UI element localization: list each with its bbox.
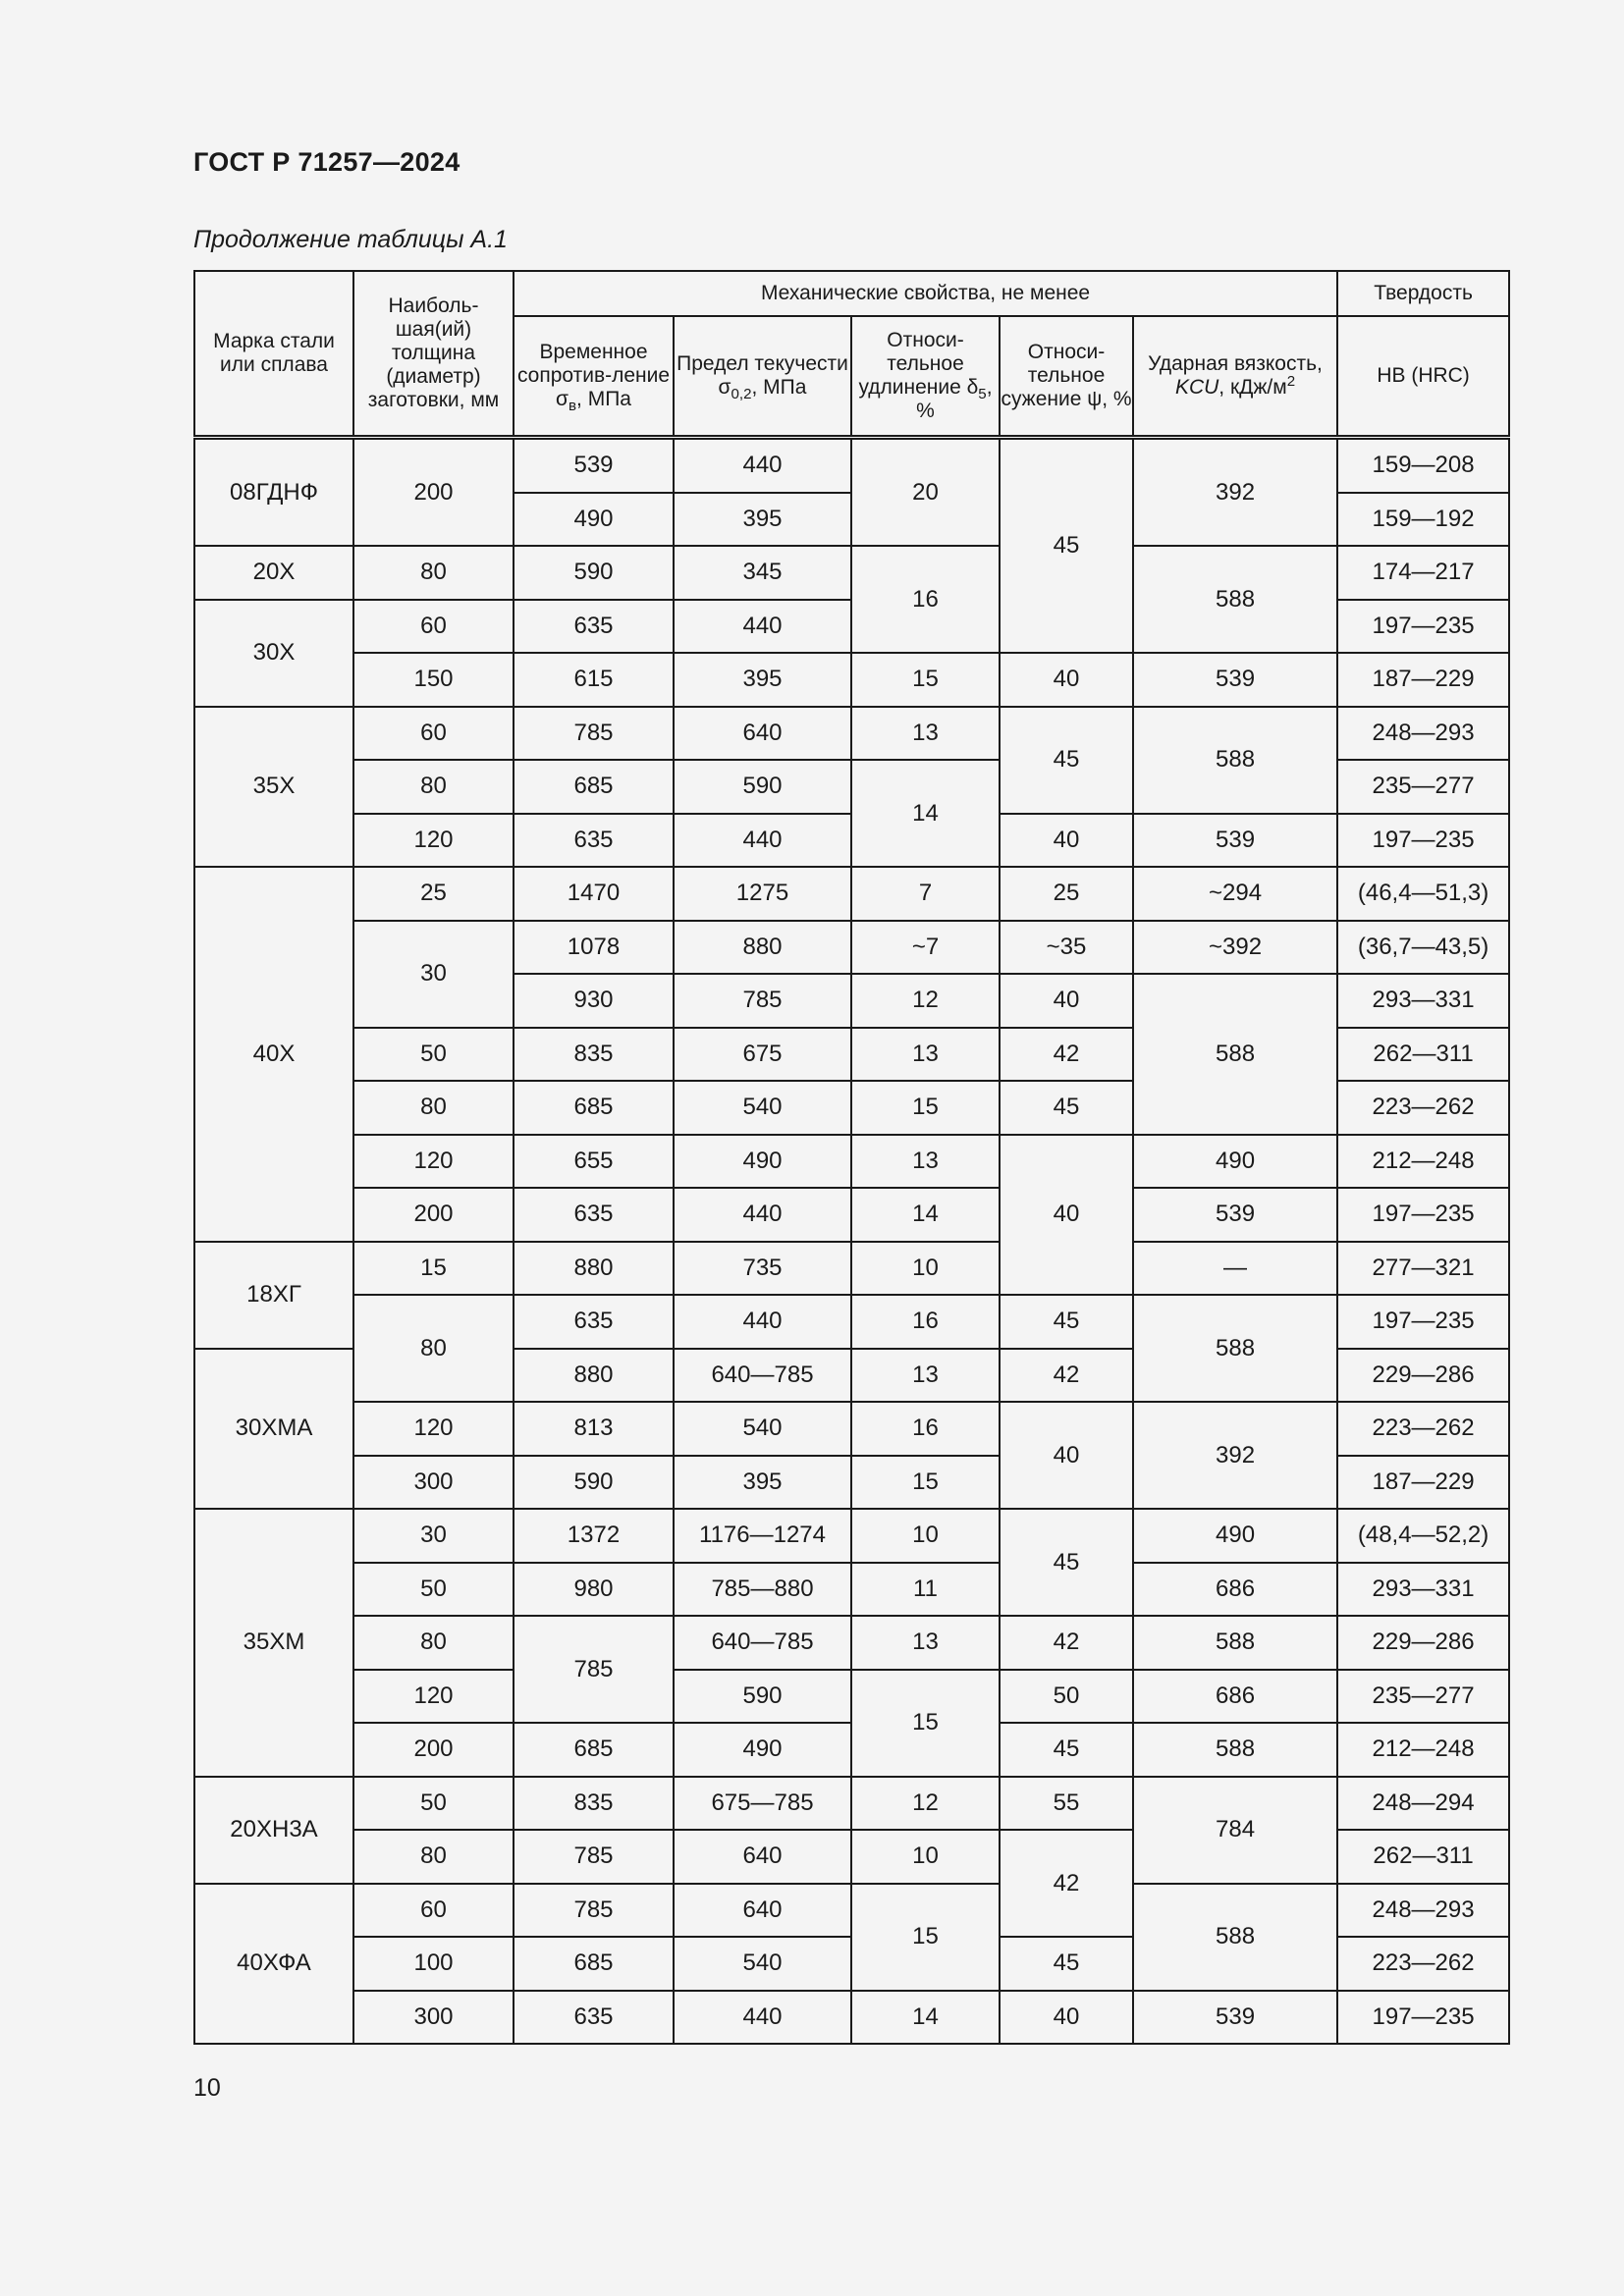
cell-tensile: 590 [514, 1456, 674, 1510]
table-row [194, 867, 1509, 921]
table-row [194, 438, 1509, 493]
cell-hardness: 248—293 [1337, 707, 1509, 761]
cell-yield: 590 [674, 760, 851, 814]
cell-impact: 588 [1133, 1723, 1337, 1777]
cell-impact: 539 [1133, 1188, 1337, 1242]
table-row [194, 1884, 1509, 1938]
cell-elongation: 14 [851, 760, 1000, 867]
cell-thickness: 80 [353, 1081, 514, 1135]
cell-yield: 440 [674, 438, 851, 493]
cell-reduction: 42 [1000, 1616, 1133, 1670]
cell-yield: 395 [674, 493, 851, 547]
cell-hardness: 248—293 [1337, 1884, 1509, 1938]
cell-yield: 640 [674, 1830, 851, 1884]
cell-hardness: 197—235 [1337, 600, 1509, 654]
cell-elongation: 13 [851, 707, 1000, 761]
cell-tensile: 880 [514, 1349, 674, 1403]
cell-elongation: 11 [851, 1563, 1000, 1617]
cell-grade: 08ГДНФ [194, 438, 353, 547]
cell-yield: 490 [674, 1723, 851, 1777]
cell-yield: 640—785 [674, 1616, 851, 1670]
document-title: ГОСТ Р 71257—2024 [193, 147, 460, 177]
cell-impact: 392 [1133, 1402, 1337, 1509]
cell-reduction: 45 [1000, 1937, 1133, 1991]
cell-tensile: 685 [514, 1723, 674, 1777]
cell-impact: 686 [1133, 1563, 1337, 1617]
cell-hardness: 229—286 [1337, 1616, 1509, 1670]
cell-yield: 590 [674, 1670, 851, 1724]
cell-reduction: 45 [1000, 707, 1133, 814]
cell-reduction: 50 [1000, 1670, 1133, 1724]
cell-reduction: 45 [1000, 1295, 1133, 1349]
cell-hardness: 293—331 [1337, 974, 1509, 1028]
cell-hardness: 223—262 [1337, 1937, 1509, 1991]
cell-hardness: 197—235 [1337, 814, 1509, 868]
cell-elongation: 14 [851, 1188, 1000, 1242]
cell-hardness: 223—262 [1337, 1402, 1509, 1456]
cell-tensile: 1372 [514, 1509, 674, 1563]
cell-impact: 588 [1133, 1616, 1337, 1670]
table-row [194, 653, 1509, 707]
cell-hardness: 187—229 [1337, 653, 1509, 707]
cell-reduction: 45 [1000, 1723, 1133, 1777]
cell-elongation: 16 [851, 1295, 1000, 1349]
cell-reduction: 55 [1000, 1777, 1133, 1831]
cell-hardness: 197—235 [1337, 1188, 1509, 1242]
cell-hardness: 212—248 [1337, 1723, 1509, 1777]
cell-grade: 30Х [194, 600, 353, 707]
cell-hardness: 197—235 [1337, 1295, 1509, 1349]
cell-tensile: 490 [514, 493, 674, 547]
cell-thickness: 80 [353, 760, 514, 814]
cell-hardness: 174—217 [1337, 546, 1509, 600]
cell-thickness: 60 [353, 600, 514, 654]
cell-hardness: 235—277 [1337, 760, 1509, 814]
cell-elongation: 20 [851, 438, 1000, 547]
cell-elongation: 10 [851, 1509, 1000, 1563]
page-number: 10 [193, 2074, 221, 2102]
header-grade: Марка стали или сплава [194, 271, 353, 438]
cell-yield: 640 [674, 707, 851, 761]
cell-yield: 640 [674, 1884, 851, 1938]
cell-grade: 30ХМА [194, 1349, 353, 1510]
cell-hardness: 159—192 [1337, 493, 1509, 547]
cell-reduction: 45 [1000, 1509, 1133, 1616]
cell-reduction: ~35 [1000, 921, 1133, 975]
cell-elongation: 13 [851, 1616, 1000, 1670]
cell-yield: 735 [674, 1242, 851, 1296]
cell-thickness: 120 [353, 814, 514, 868]
cell-thickness: 60 [353, 707, 514, 761]
cell-hardness: (48,4—52,2) [1337, 1509, 1509, 1563]
cell-elongation: 7 [851, 867, 1000, 921]
header-hardness-unit: НВ (HRC) [1337, 316, 1509, 438]
cell-elongation: 15 [851, 1670, 1000, 1777]
cell-elongation: 16 [851, 1402, 1000, 1456]
cell-elongation: 14 [851, 1991, 1000, 2045]
cell-thickness: 120 [353, 1670, 514, 1724]
cell-thickness: 200 [353, 1723, 514, 1777]
cell-yield: 675—785 [674, 1777, 851, 1831]
cell-elongation: 13 [851, 1349, 1000, 1403]
cell-reduction: 42 [1000, 1349, 1133, 1403]
cell-impact: ~392 [1133, 921, 1337, 975]
cell-elongation: 15 [851, 1456, 1000, 1510]
cell-yield: 785—880 [674, 1563, 851, 1617]
cell-hardness: 159—208 [1337, 438, 1509, 493]
cell-thickness: 120 [353, 1135, 514, 1189]
cell-tensile: 635 [514, 600, 674, 654]
cell-yield: 395 [674, 1456, 851, 1510]
cell-elongation: 16 [851, 546, 1000, 653]
cell-elongation: ~7 [851, 921, 1000, 975]
table-row [194, 1616, 1509, 1670]
cell-hardness: (46,4—51,3) [1337, 867, 1509, 921]
cell-reduction: 40 [1000, 1135, 1133, 1296]
cell-hardness: 235—277 [1337, 1670, 1509, 1724]
cell-tensile: 813 [514, 1402, 674, 1456]
cell-impact: — [1133, 1242, 1337, 1296]
cell-thickness: 50 [353, 1028, 514, 1082]
cell-yield: 440 [674, 1991, 851, 2045]
table-row [194, 546, 1509, 600]
cell-elongation: 12 [851, 974, 1000, 1028]
cell-impact: 392 [1133, 438, 1337, 547]
cell-reduction: 40 [1000, 1991, 1133, 2045]
table-row [194, 1135, 1509, 1189]
header-mechanical-properties: Механические свойства, не менее [514, 271, 1337, 316]
cell-yield: 640—785 [674, 1349, 851, 1403]
cell-hardness: (36,7—43,5) [1337, 921, 1509, 975]
header-hardness: Твердость [1337, 271, 1509, 316]
cell-tensile: 635 [514, 1295, 674, 1349]
cell-tensile: 880 [514, 1242, 674, 1296]
cell-hardness: 197—235 [1337, 1991, 1509, 2045]
cell-tensile: 590 [514, 546, 674, 600]
cell-elongation: 13 [851, 1028, 1000, 1082]
cell-tensile: 635 [514, 1188, 674, 1242]
cell-yield: 395 [674, 653, 851, 707]
table-row [194, 1563, 1509, 1617]
cell-thickness: 80 [353, 1830, 514, 1884]
cell-impact: 686 [1133, 1670, 1337, 1724]
cell-impact: 539 [1133, 1991, 1337, 2045]
cell-tensile: 655 [514, 1135, 674, 1189]
cell-yield: 540 [674, 1937, 851, 1991]
cell-grade: 18ХГ [194, 1242, 353, 1349]
cell-tensile: 615 [514, 653, 674, 707]
header-reduction: Относи-тельное сужение ψ, % [1000, 316, 1133, 438]
cell-tensile: 635 [514, 814, 674, 868]
cell-yield: 490 [674, 1135, 851, 1189]
cell-reduction: 40 [1000, 653, 1133, 707]
cell-thickness: 80 [353, 1616, 514, 1670]
cell-grade: 20ХН3А [194, 1777, 353, 1884]
table-row [194, 1670, 1509, 1724]
cell-yield: 440 [674, 1188, 851, 1242]
cell-impact: 490 [1133, 1135, 1337, 1189]
table-row [194, 1777, 1509, 1831]
cell-hardness: 262—311 [1337, 1830, 1509, 1884]
cell-impact: 588 [1133, 707, 1337, 814]
cell-impact: 539 [1133, 814, 1337, 868]
table-row [194, 1188, 1509, 1242]
header-thickness: Наиболь-шая(ий) толщина (диаметр) заготовки, мм [353, 271, 514, 438]
cell-elongation: 13 [851, 1135, 1000, 1189]
cell-reduction: 25 [1000, 867, 1133, 921]
cell-impact: 490 [1133, 1509, 1337, 1563]
cell-tensile: 785 [514, 1884, 674, 1938]
cell-yield: 785 [674, 974, 851, 1028]
cell-thickness: 50 [353, 1563, 514, 1617]
cell-reduction: 42 [1000, 1028, 1133, 1082]
cell-elongation: 15 [851, 1884, 1000, 1991]
cell-hardness: 187—229 [1337, 1456, 1509, 1510]
cell-yield: 440 [674, 600, 851, 654]
cell-reduction: 40 [1000, 974, 1133, 1028]
cell-tensile: 835 [514, 1777, 674, 1831]
cell-thickness: 80 [353, 546, 514, 600]
table-row [194, 1295, 1509, 1349]
cell-tensile: 539 [514, 438, 674, 493]
cell-tensile: 835 [514, 1028, 674, 1082]
cell-impact: 784 [1133, 1777, 1337, 1884]
table-caption: Продолжение таблицы А.1 [193, 226, 508, 253]
table-row [194, 1242, 1509, 1296]
cell-tensile: 785 [514, 1616, 674, 1723]
cell-tensile: 1078 [514, 921, 674, 975]
cell-hardness: 212—248 [1337, 1135, 1509, 1189]
cell-thickness: 120 [353, 1402, 514, 1456]
mechanical-properties-table [193, 270, 1510, 2045]
header-elongation: Относи-тельное удлинение $\delta_5$, % [851, 316, 1000, 438]
cell-impact: ~294 [1133, 867, 1337, 921]
cell-yield: 345 [674, 546, 851, 600]
cell-yield: 540 [674, 1081, 851, 1135]
cell-tensile: 785 [514, 1830, 674, 1884]
header-yield-strength: Предел текучести $\sigma_{0,2}$, МПа [674, 316, 851, 438]
cell-thickness: 200 [353, 1188, 514, 1242]
cell-thickness: 150 [353, 653, 514, 707]
cell-grade: 35ХМ [194, 1509, 353, 1777]
cell-tensile: 785 [514, 707, 674, 761]
cell-tensile: 930 [514, 974, 674, 1028]
cell-yield: 1176—1274 [674, 1509, 851, 1563]
cell-thickness: 100 [353, 1937, 514, 1991]
cell-tensile: 980 [514, 1563, 674, 1617]
cell-elongation: 15 [851, 653, 1000, 707]
cell-grade: 40Х [194, 867, 353, 1242]
cell-tensile: 1470 [514, 867, 674, 921]
cell-grade: 20Х [194, 546, 353, 600]
header-impact-toughness: Ударная вязкость, KCU, кДж/$м^2$ [1133, 316, 1337, 438]
cell-impact: 588 [1133, 1884, 1337, 1991]
cell-yield: 1275 [674, 867, 851, 921]
table-row [194, 1402, 1509, 1456]
cell-yield: 675 [674, 1028, 851, 1082]
cell-hardness: 223—262 [1337, 1081, 1509, 1135]
cell-reduction: 42 [1000, 1830, 1133, 1937]
cell-yield: 440 [674, 814, 851, 868]
cell-tensile: 685 [514, 760, 674, 814]
cell-tensile: 685 [514, 1081, 674, 1135]
cell-thickness: 300 [353, 1456, 514, 1510]
cell-reduction: 40 [1000, 814, 1133, 868]
cell-thickness: 200 [353, 438, 514, 547]
cell-yield: 540 [674, 1402, 851, 1456]
table-row [194, 707, 1509, 761]
cell-grade: 35Х [194, 707, 353, 868]
cell-impact: 588 [1133, 1295, 1337, 1402]
cell-thickness: 30 [353, 921, 514, 1028]
cell-impact: 539 [1133, 653, 1337, 707]
cell-hardness: 248—294 [1337, 1777, 1509, 1831]
cell-reduction: 45 [1000, 438, 1133, 654]
cell-hardness: 293—331 [1337, 1563, 1509, 1617]
cell-thickness: 60 [353, 1884, 514, 1938]
cell-tensile: 635 [514, 1991, 674, 2045]
cell-thickness: 80 [353, 1295, 514, 1402]
cell-elongation: 10 [851, 1242, 1000, 1296]
cell-impact: 588 [1133, 974, 1337, 1135]
cell-thickness: 25 [353, 867, 514, 921]
cell-hardness: 229—286 [1337, 1349, 1509, 1403]
cell-yield: 440 [674, 1295, 851, 1349]
cell-thickness: 300 [353, 1991, 514, 2045]
cell-thickness: 30 [353, 1509, 514, 1563]
cell-thickness: 50 [353, 1777, 514, 1831]
cell-elongation: 12 [851, 1777, 1000, 1831]
cell-thickness: 15 [353, 1242, 514, 1296]
cell-grade: 40ХФА [194, 1884, 353, 2045]
cell-tensile: 685 [514, 1937, 674, 1991]
cell-impact: 588 [1133, 546, 1337, 653]
table-row [194, 1509, 1509, 1563]
table-row [194, 1991, 1509, 2045]
cell-hardness: 277—321 [1337, 1242, 1509, 1296]
cell-reduction: 40 [1000, 1402, 1133, 1509]
cell-yield: 880 [674, 921, 851, 975]
cell-elongation: 15 [851, 1081, 1000, 1135]
header-tensile-strength: Временное сопротив-ление $\sigma_в$, МПа [514, 316, 674, 438]
table-row [194, 921, 1509, 975]
cell-hardness: 262—311 [1337, 1028, 1509, 1082]
cell-reduction: 45 [1000, 1081, 1133, 1135]
cell-elongation: 10 [851, 1830, 1000, 1884]
